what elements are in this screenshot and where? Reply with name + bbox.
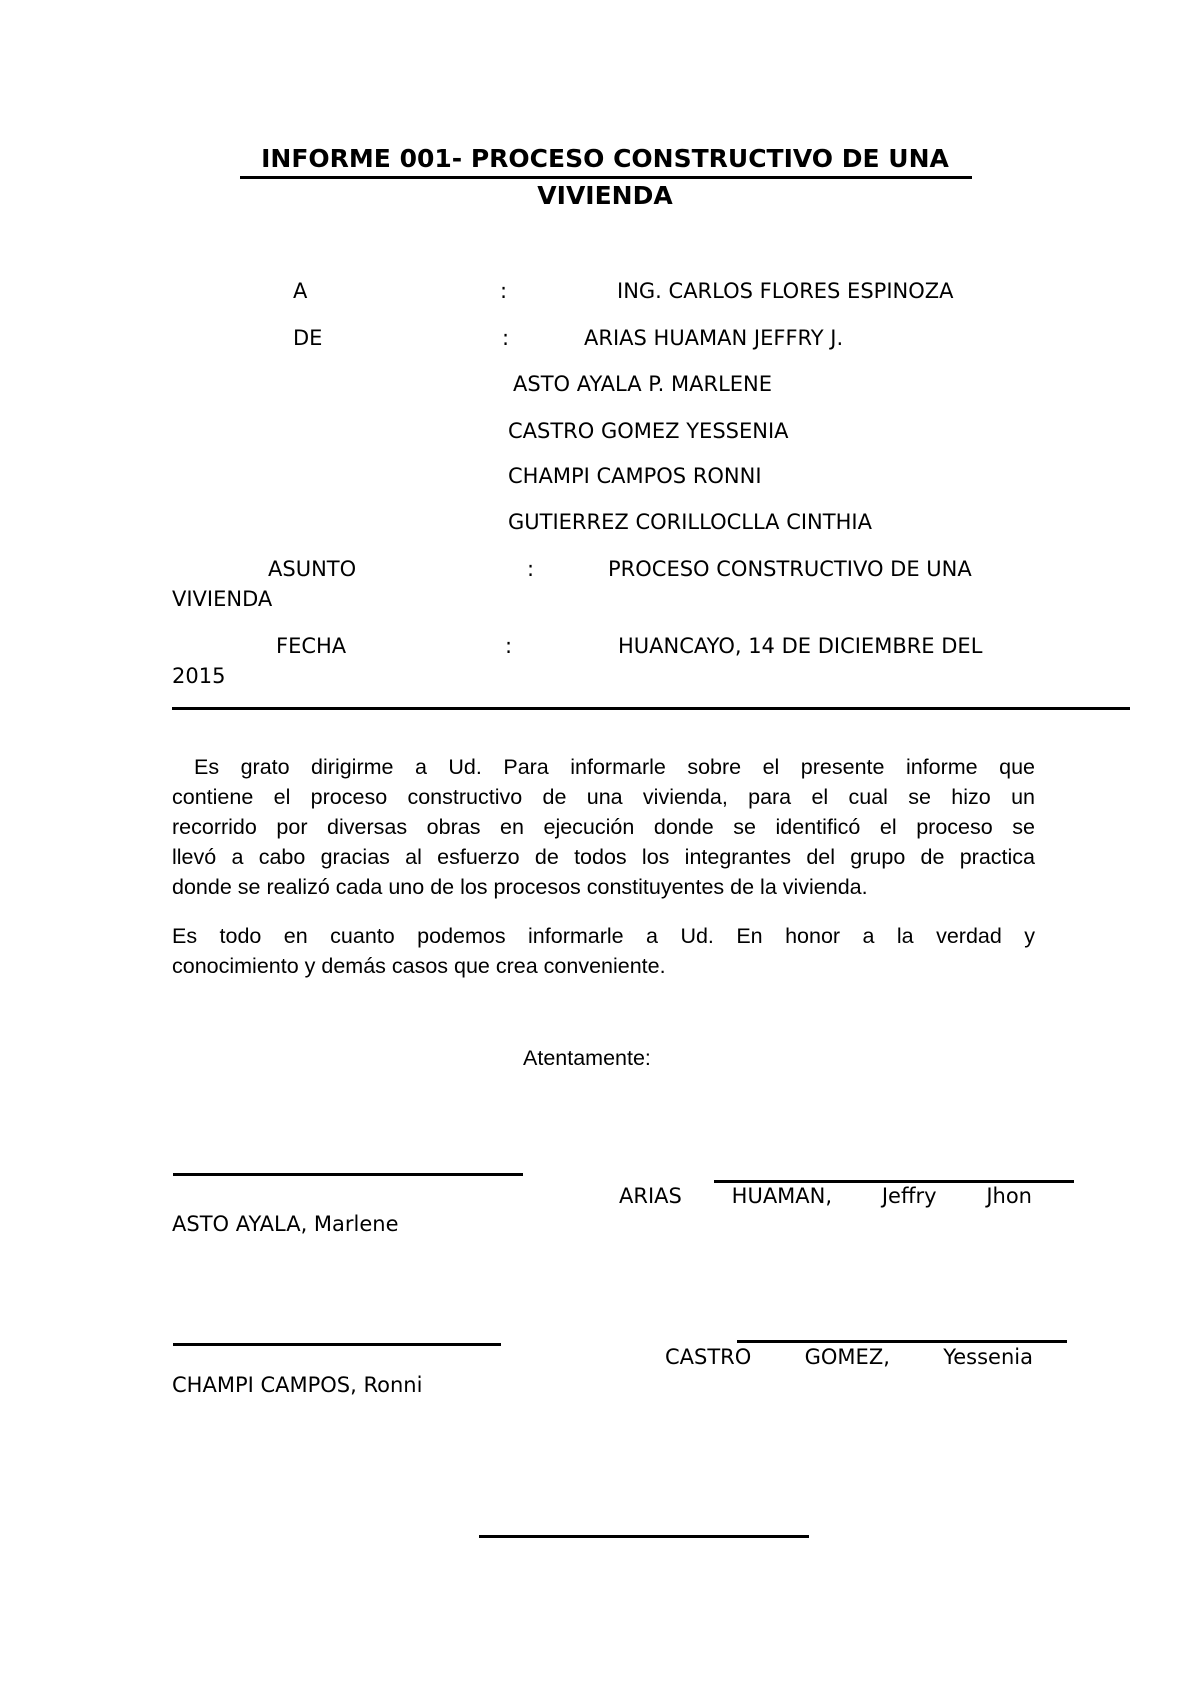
body-p1-line-4: llevó a cabo gracias al esfuerzo de todos los integrantes del grupo de practica [172, 845, 1035, 869]
signature-castro-word-2: GOMEZ, [804, 1345, 890, 1369]
signature-arias-word-2: HUAMAN, [731, 1184, 833, 1208]
signature-castro-word-1: CASTRO [665, 1345, 752, 1369]
report-title-line-2: VIVIENDA [537, 181, 673, 210]
body-paragraph-2 [172, 921, 1035, 981]
report-title-line-1: INFORME 001- PROCESO CONSTRUCTIVO DE UNA [261, 144, 949, 173]
closing-text: Atentamente: [523, 1046, 651, 1070]
signature-line-gutierrez [479, 1535, 809, 1538]
body-p1-line-2: contiene el proceso constructivo de una vivienda, para el cual se hizo un [172, 785, 1035, 809]
subject-value-line-1: PROCESO CONSTRUCTIVO DE UNA [608, 557, 972, 581]
signature-castro [665, 1344, 1033, 1370]
colon-fecha: : [505, 634, 513, 658]
title-underline [240, 176, 972, 179]
colon-asunto: : [527, 557, 535, 581]
body-p1-line-5: donde se realizó cada uno de los procesos constituyentes de la vivienda. [172, 875, 868, 899]
sender-name-3: CASTRO GOMEZ YESSENIA [508, 419, 789, 443]
signature-champi-name: CHAMPI CAMPOS, Ronni [172, 1373, 423, 1397]
signature-line-asto [173, 1173, 523, 1176]
date-value-line-2: 2015 [172, 664, 226, 688]
date-value-line-1: HUANCAYO, 14 DE DICIEMBRE DEL [618, 634, 983, 658]
body-p2-line-1: Es todo en cuanto podemos informarle a Ud. En honor a la verdad y [172, 924, 1035, 948]
label-fecha: FECHA [276, 634, 347, 658]
signature-arias [619, 1183, 1032, 1209]
body-p2-line-2: conocimiento y demás casos que crea conveniente. [172, 954, 666, 978]
signature-arias-word-4: Jhon [986, 1184, 1032, 1208]
label-a: A [293, 279, 308, 303]
signature-arias-word-3: Jeffry [881, 1184, 937, 1208]
body-p1-line-3: recorrido por diversas obras en ejecución donde se identificó el proceso se [172, 815, 1035, 839]
sender-name-1: ARIAS HUAMAN JEFFRY J. [584, 326, 844, 350]
recipient-name: ING. CARLOS FLORES ESPINOZA [617, 279, 954, 303]
sender-name-5: GUTIERREZ CORILLOCLLA CINTHIA [508, 510, 872, 534]
body-p1-line-1: Es grato dirigirme a Ud. Para informarle sobre el presente informe que [194, 755, 1035, 779]
colon-a: : [500, 279, 508, 303]
body-paragraph-1 [172, 752, 1035, 902]
sender-name-4: CHAMPI CAMPOS RONNI [508, 464, 762, 488]
signature-arias-word-1: ARIAS [619, 1184, 682, 1208]
sender-name-2: ASTO AYALA P. MARLENE [513, 372, 773, 396]
signature-asto-name: ASTO AYALA, Marlene [172, 1212, 399, 1236]
signature-line-castro [737, 1340, 1067, 1343]
signature-castro-word-3: Yessenia [943, 1345, 1033, 1369]
label-de: DE [293, 326, 323, 350]
signature-line-champi [173, 1343, 501, 1346]
colon-de: : [502, 326, 510, 350]
label-asunto: ASUNTO [268, 557, 357, 581]
subject-value-line-2: VIVIENDA [172, 587, 273, 611]
header-separator [172, 707, 1130, 710]
